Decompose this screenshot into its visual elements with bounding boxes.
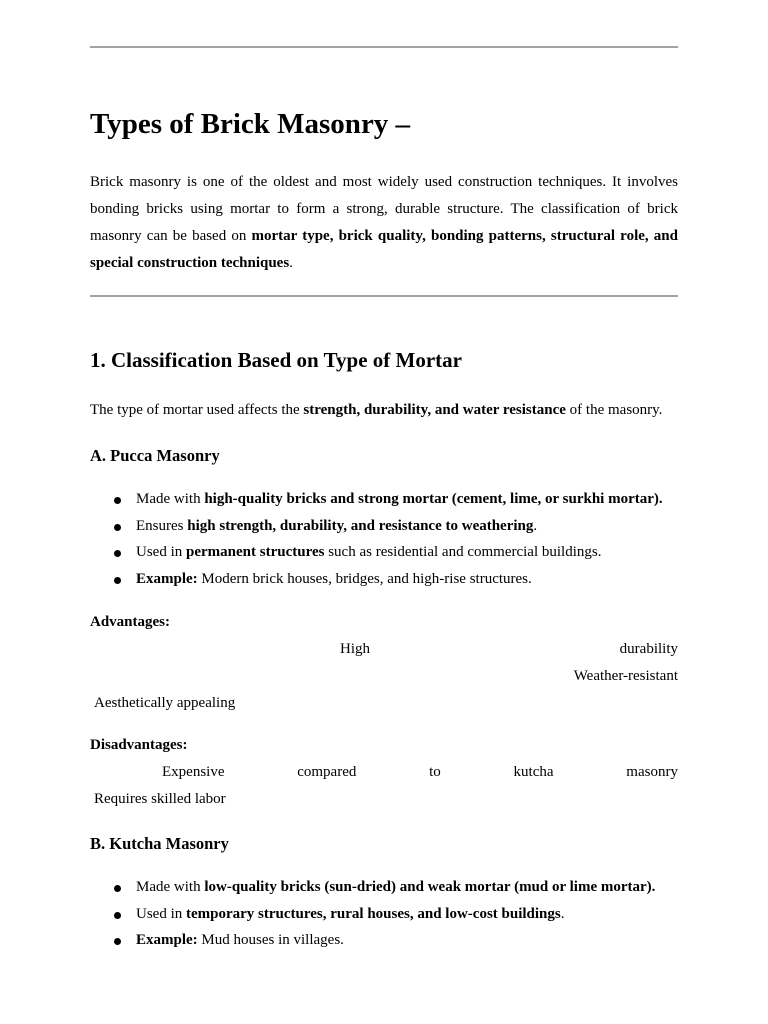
disadvantage-word: masonry (626, 764, 678, 780)
item-bold: high-quality bricks and strong mortar (cement, lime, or surkhi mortar). (204, 491, 663, 507)
advantage-word: durability (619, 641, 678, 657)
disadvantages-label (90, 735, 678, 755)
item-text-end: . (560, 905, 565, 922)
item-text: Used in (136, 544, 186, 560)
intro-period: . (289, 255, 293, 271)
list-item (90, 486, 678, 513)
advantages-label (90, 612, 678, 632)
intro-paragraph (90, 169, 678, 277)
disadvantages-line-1 (90, 762, 678, 782)
advantages-line-2: Weather-resistant (573, 668, 678, 684)
disadvantage-word: Expensive (162, 764, 225, 780)
section-divider (90, 295, 678, 297)
item-text: Used in (136, 905, 186, 922)
list-item (90, 566, 678, 593)
bullet-icon (114, 577, 121, 584)
intro-bold-text: mortar type, brick quality, bonding patterns, structural role, and special construction techniques (90, 228, 678, 271)
item-bold: temporary structures, rural houses, and low-cost buildings (186, 905, 561, 922)
advantages-label-text: Advantages: (90, 614, 171, 630)
item-text: Ensures (136, 517, 188, 534)
advantages-line-3: Aesthetically appealing (94, 695, 236, 711)
disadvantages-label-text: Disadvantages: (90, 737, 188, 753)
list-item (90, 513, 678, 540)
disadvantages-line-1-words (162, 762, 678, 782)
item-text-end: Mud houses in villages. (197, 932, 344, 948)
bullet-icon (114, 912, 121, 919)
intro-text: Brick masonry is one of the oldest and most widely used construction techniques. It involves bonding bricks using mortar to form a strong, durable structure. The classification of brick masonry can be based on (90, 174, 678, 244)
list-item (90, 874, 678, 901)
list-item (90, 927, 678, 954)
disadvantage-word: kutcha (513, 764, 554, 780)
subheading-kutcha: B. Kutcha Masonry (90, 834, 229, 853)
item-bold: permanent structures (186, 544, 325, 560)
subheading-pucca: A. Pucca Masonry (90, 446, 220, 465)
lead-text-end: of the masonry. (565, 402, 663, 418)
item-text-end: Modern brick houses, bridges, and high-rise structures. (197, 570, 532, 587)
item-text-end: . (533, 517, 538, 534)
advantage-word: High (340, 641, 370, 657)
page-title: Types of Brick Masonry – (90, 108, 411, 140)
section-lead (90, 400, 678, 420)
disadvantage-word: compared (297, 764, 357, 780)
disadvantages-line-2: Requires skilled labor (94, 791, 226, 807)
item-text-end: such as residential and commercial buildings. (324, 544, 602, 560)
item-bold: Example: (136, 932, 198, 948)
bullet-icon (114, 885, 121, 892)
list-item (90, 901, 678, 928)
pucca-bullet-list (90, 486, 678, 592)
item-bold: low-quality bricks (sun-dried) and weak mortar (mud or lime mortar). (204, 879, 656, 895)
kutcha-bullet-list (90, 874, 678, 954)
item-bold: high strength, durability, and resistance to weathering (187, 517, 534, 534)
top-divider (90, 46, 678, 48)
bullet-icon (114, 550, 121, 557)
list-item (90, 539, 678, 566)
section-heading-mortar: 1. Classification Based on Type of Mortar (90, 348, 462, 372)
advantages-line-1-words (340, 639, 678, 659)
lead-bold-text: strength, durability, and water resistance (303, 402, 566, 418)
item-text: Made with (136, 879, 205, 895)
lead-text: The type of mortar used affects the (90, 402, 304, 418)
bullet-icon (114, 938, 121, 945)
item-text: Made with (136, 491, 205, 507)
item-bold: Example: (136, 570, 198, 587)
disadvantage-word: to (429, 764, 441, 780)
bullet-icon (114, 497, 121, 504)
bullet-icon (114, 524, 121, 531)
advantages-line-1 (90, 639, 678, 659)
